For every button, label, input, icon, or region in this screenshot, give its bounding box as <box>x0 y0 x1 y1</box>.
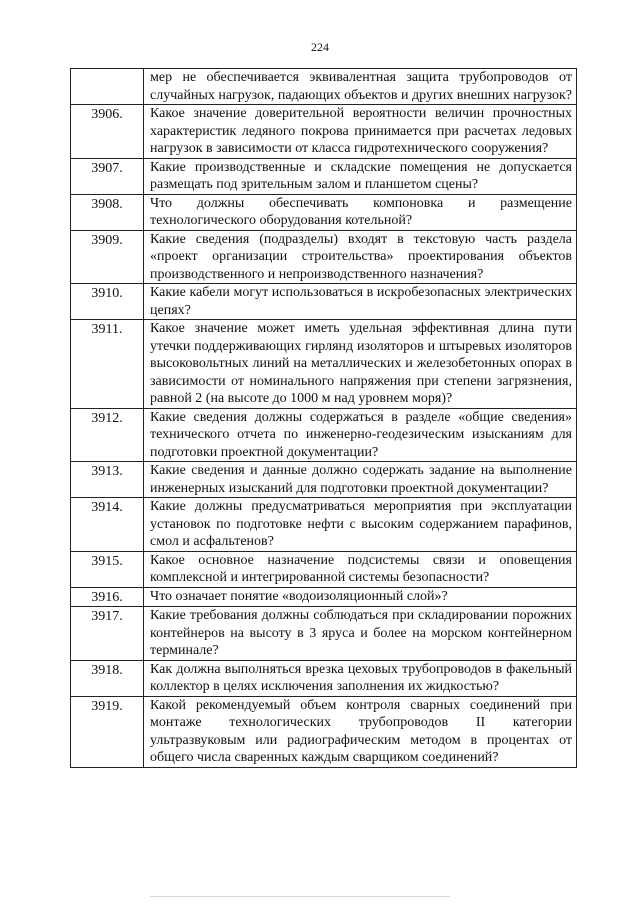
question-text: Какие производственные и складские помещения не допускается размещать под зрительным залом и планшетом сцены? <box>144 158 577 194</box>
table-row <box>71 607 577 661</box>
question-text: Какое значение доверительной вероятности величин прочностных характеристик ледяного покрова принимается при расчетах ледовых нагрузок в зависимости от класса гидротехнического сооружения? <box>144 105 577 159</box>
table-row <box>71 284 577 320</box>
questions-table-body <box>71 69 577 768</box>
table-row <box>71 498 577 552</box>
table-row <box>71 105 577 159</box>
question-text: Какие кабели могут использоваться в искробезопасных электрических цепях? <box>144 284 577 320</box>
table-row <box>71 551 577 587</box>
question-text: Какие сведения и данные должно содержать задание на выполнение инженерных изысканий для подготовки проектной документации? <box>144 462 577 498</box>
question-number: 3912. <box>71 408 144 462</box>
question-text: Какие требования должны соблюдаться при складировании порожних контейнеров на высоту в 3 яруса и более на морском контейнерном терминале? <box>144 607 577 661</box>
question-number: 3917. <box>71 607 144 661</box>
table-row <box>71 158 577 194</box>
question-number: 3915. <box>71 551 144 587</box>
question-number: 3910. <box>71 284 144 320</box>
table-row <box>71 587 577 607</box>
question-number: 3908. <box>71 194 144 230</box>
table-row <box>71 69 577 105</box>
table-row <box>71 462 577 498</box>
question-number: 3907. <box>71 158 144 194</box>
question-number: 3918. <box>71 660 144 696</box>
question-text: Какие должны предусматриваться мероприятия при эксплуатации установок по подготовке нефти с высоким содержанием парафинов, смол и асфальтенов? <box>144 498 577 552</box>
question-number: 3906. <box>71 105 144 159</box>
table-row <box>71 408 577 462</box>
question-text: Какой рекомендуемый объем контроля сварных соединений при монтаже технологических трубопроводов II категории ультразвуковым или радиографическим методом в процентах от общего числа сваренных каждым сварщиком соединений? <box>144 696 577 767</box>
question-text: Какое основное назначение подсистемы связи и оповещения комплексной и интегрированной системы безопасности? <box>144 551 577 587</box>
page-number: 224 <box>311 40 329 54</box>
table-row <box>71 660 577 696</box>
questions-table <box>70 68 577 768</box>
table-row <box>71 320 577 409</box>
question-number: 3916. <box>71 587 144 607</box>
question-text: мер не обеспечивается эквивалентная защита трубопроводов от случайных нагрузок, падающих объектов и других внешних нагрузок? <box>144 69 577 105</box>
question-number: 3911. <box>71 320 144 409</box>
question-text: Как должна выполняться врезка цеховых трубопроводов в факельный коллектор в целях исключения заполнения их жидкостью? <box>144 660 577 696</box>
question-number: 3919. <box>71 696 144 767</box>
question-text: Какие сведения (подразделы) входят в текстовую часть раздела «проект организации строительства» проектирования объектов производственного и непроизводственного назначения? <box>144 230 577 284</box>
question-text: Что означает понятие «водоизоляционный слой»? <box>144 587 577 607</box>
question-number <box>71 69 144 105</box>
question-number: 3909. <box>71 230 144 284</box>
table-row <box>71 230 577 284</box>
table-row <box>71 194 577 230</box>
bottom-divider <box>150 896 450 897</box>
table-row <box>71 696 577 767</box>
question-number: 3914. <box>71 498 144 552</box>
question-number: 3913. <box>71 462 144 498</box>
question-text: Какие сведения должны содержаться в разделе «общие сведения» технического отчета по инженерно-геодезическим изысканиям для подготовки проектной документации? <box>144 408 577 462</box>
question-text: Какое значение может иметь удельная эффективная длина пути утечки поддерживающих гирлянд изоляторов и штыревых изоляторов высоковольтных линий на металлических и железобетонных опорах в зависимости от номинального напряжения при степени загрязнения, равной 2 (на высоте до 1000 м над уровнем моря)? <box>144 320 577 409</box>
question-text: Что должны обеспечивать компоновка и размещение технологического оборудования котельной? <box>144 194 577 230</box>
